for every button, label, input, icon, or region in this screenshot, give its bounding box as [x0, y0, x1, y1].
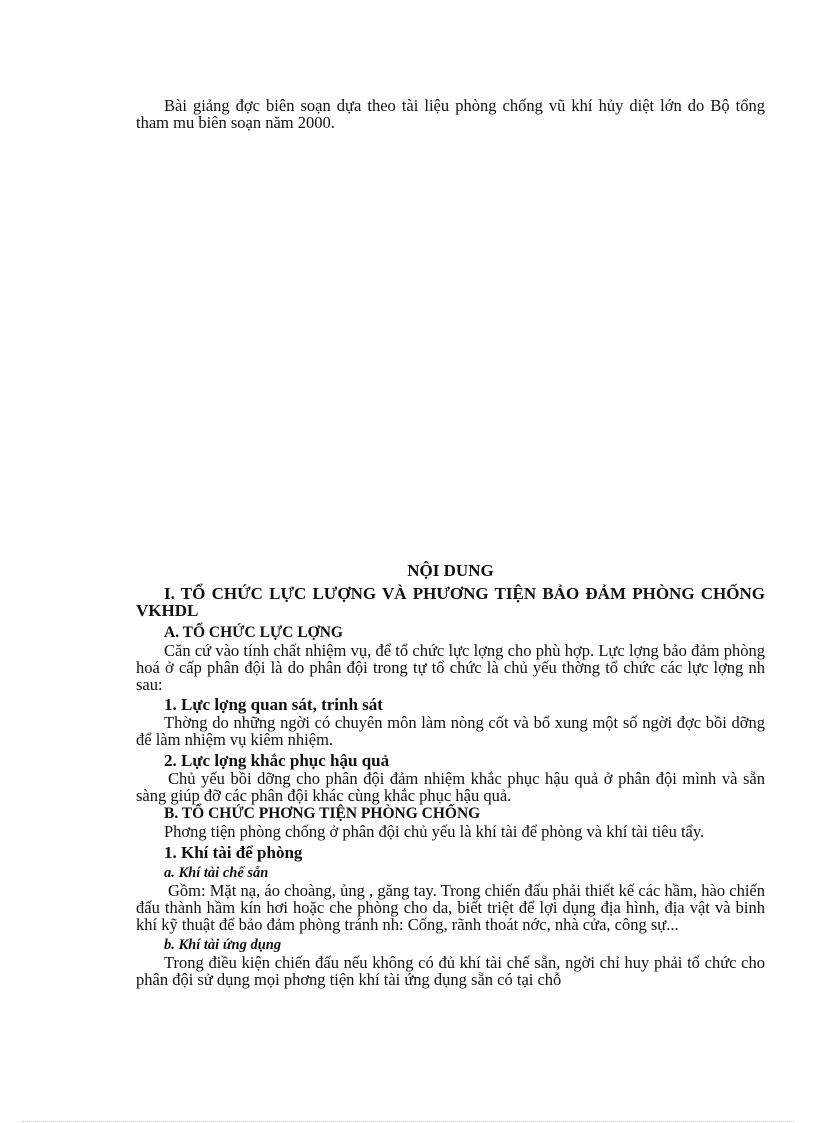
- intro-section: [136, 97, 765, 131]
- part-b-paragraph: Phơng tiện phòng chống ở phân đội chủ yếu là khí tài để phòng và khí tài tiêu tẩy.: [164, 822, 705, 841]
- part-b-sub-b-title: b. Khí tài ứng dụng: [164, 937, 282, 953]
- section-1-title: I. TỔ CHỨC LỰC LƯỢNG VÀ PHƯƠNG TIỆN BẢO ĐẢM PHÒNG CHỐNG VKHDL: [136, 584, 765, 620]
- content-body: [136, 585, 765, 988]
- part-b-sub-a-text: Gồm: Mặt nạ, áo choàng, ủng , găng tay. Trong chiến đấu phải thiết kế các hầm, hào chiến đấu thành hầm kín hơi hoặc che phòng cho da, biết triệt để lợi dụng địa hình, địa vật và binh khí kỹ thuật để bảo đảm phòng tránh nh: Cống, rãnh thoát nớc, nhà cửa, công sự...: [136, 881, 765, 934]
- intro-paragraph: Bài giảng đợc biên soạn dựa theo tài liệu phòng chống vũ khí hủy diệt lớn do Bộ tổng tham mu biên soạn năm 2000.: [136, 96, 765, 132]
- part-a-item-2-title: 2. Lực lợng khắc phục hậu quả: [164, 751, 390, 770]
- part-b-sub-a-title: a. Khí tài chế sẵn: [164, 865, 269, 881]
- part-a-item-2-text: Chủ yếu bồi dỡng cho phân đội đảm nhiệm khắc phục hậu quả ở phân đội mình và sẵn sàng giúp đỡ các phân đội khác cùng khắc phục hậu quả.: [136, 769, 765, 805]
- part-b-title: B. TỔ CHỨC PHƠNG TIỆN PHÒNG CHỐNG: [164, 805, 481, 822]
- part-a-title: A. TỔ CHỨC LỰC LỢNG: [164, 624, 343, 641]
- page-bottom-divider: [22, 1121, 794, 1122]
- content-heading: NỘI DUNG: [407, 561, 494, 580]
- part-b-sub-b-text: Trong điều kiện chiến đấu nếu không có đủ khí tài chế sẵn, ngời chỉ huy phải tổ chức cho phân đội sử dụng mọi phơng tiện khí tài ứng dụng sẵn có tại chỗ: [136, 953, 765, 989]
- part-a-item-1-title: 1. Lực lợng quan sát, trinh sát: [164, 695, 383, 714]
- part-a-item-1-text: Thờng do những ngời có chuyên môn làm nòng cốt và bổ xung một số ngời đợc bồi dỡng để làm nhiệm vụ kiêm nhiệm.: [136, 713, 765, 749]
- part-b-item-1-title: 1. Khí tài để phòng: [164, 843, 303, 862]
- part-a-paragraph: Căn cứ vào tính chất nhiệm vụ, để tổ chức lực lợng cho phù hợp. Lực lợng bảo đảm phòng hoá ở cấp phân đội là do phân đội trong tự tổ chức là chủ yếu thờng tổ chức các lực lợng nh sau:: [136, 641, 765, 694]
